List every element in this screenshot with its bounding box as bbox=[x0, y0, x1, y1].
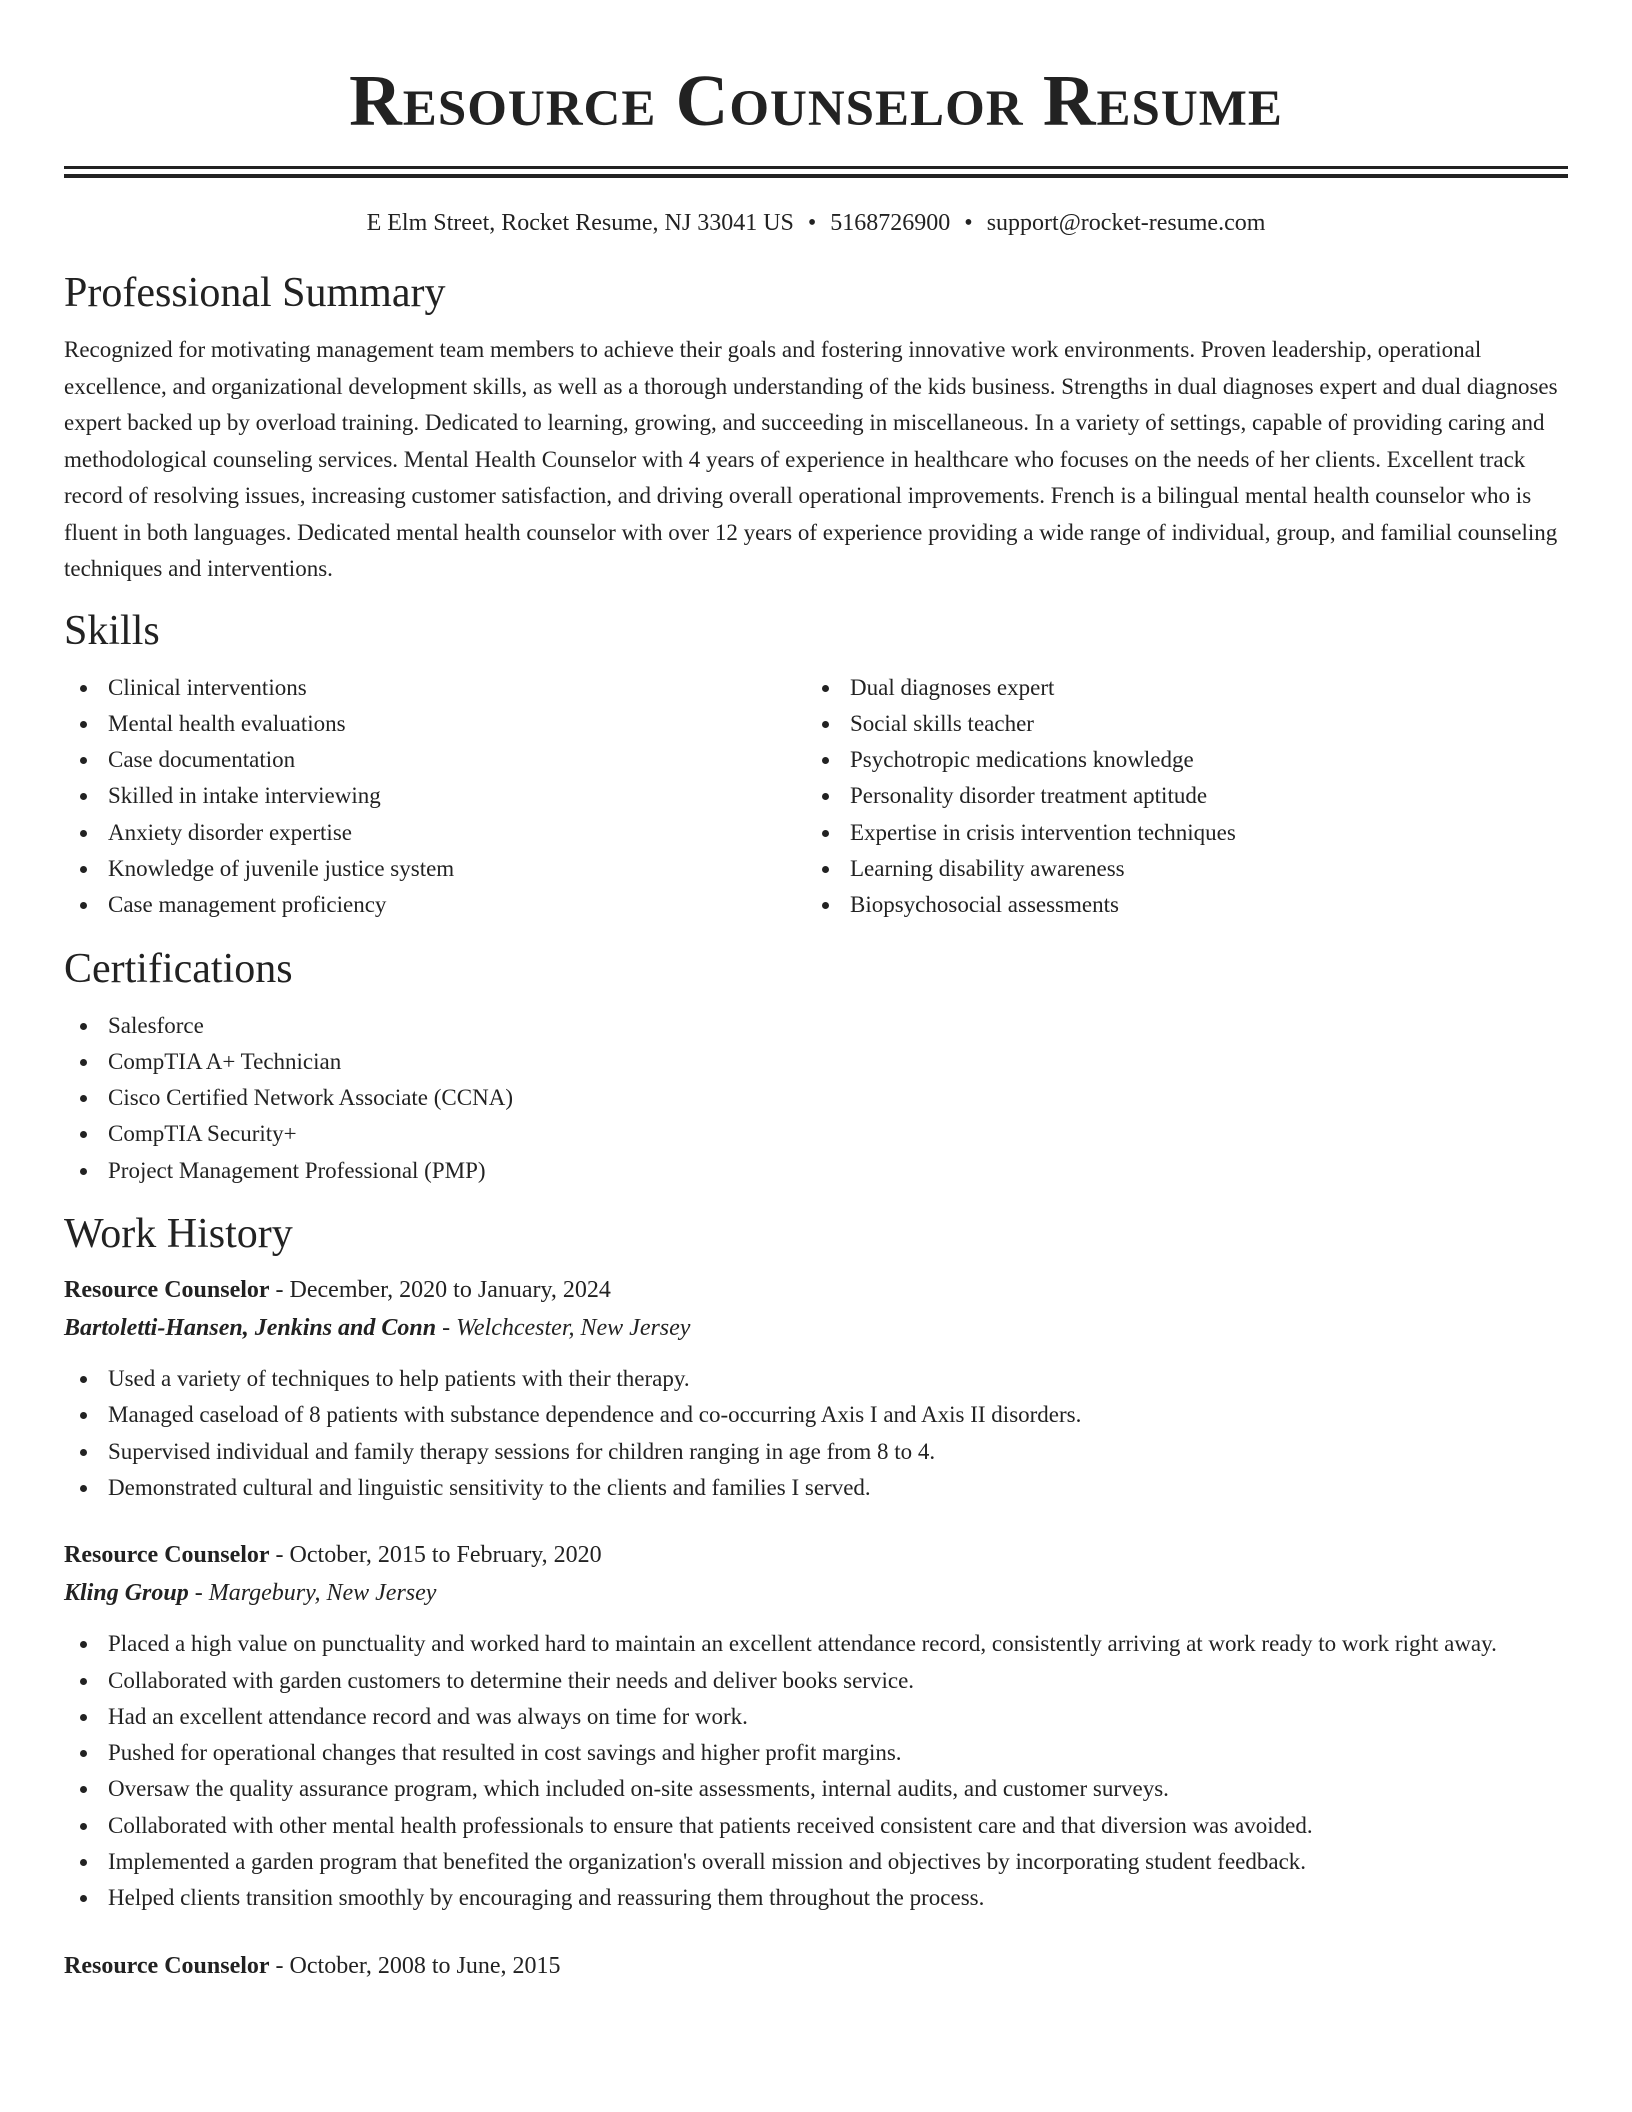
job-dates: - December, 2020 to January, 2024 bbox=[269, 1277, 611, 1304]
skills-heading: Skills bbox=[64, 607, 160, 654]
job-company: Bartoletti-Hansen, Jenkins and Conn bbox=[64, 1315, 437, 1342]
job-heading bbox=[64, 1271, 1568, 1309]
title-divider bbox=[64, 166, 1568, 178]
certification-item: Project Management Professional (PMP) bbox=[64, 1153, 1568, 1189]
job-title: Resource Counselor bbox=[64, 1542, 270, 1569]
job-bullet: Collaborated with garden customers to determine their needs and deliver books service. bbox=[64, 1663, 1568, 1699]
job-bullet: Oversaw the quality assurance program, which included on-site assessments, internal audits, and customer surveys. bbox=[64, 1771, 1568, 1807]
job-bullet: Pushed for operational changes that resulted in cost savings and higher profit margins. bbox=[64, 1735, 1568, 1771]
contact-phone: 5168726900 bbox=[830, 210, 951, 236]
skill-item: Social skills teacher bbox=[806, 706, 1548, 742]
job-title: Resource Counselor bbox=[64, 1952, 270, 1979]
skill-item: Dual diagnoses expert bbox=[806, 670, 1548, 706]
job-bullet: Implemented a garden program that benefited the organization's overall mission and objectives by incorporating student feedback. bbox=[64, 1844, 1568, 1880]
skill-item: Mental health evaluations bbox=[64, 706, 806, 742]
summary-heading: Professional Summary bbox=[64, 270, 446, 316]
certification-item: Salesforce bbox=[64, 1008, 1568, 1044]
job-location: - Margebury, New Jersey bbox=[188, 1580, 437, 1607]
job-bullet: Placed a high value on punctuality and worked hard to maintain an excellent attendance record, consistently arriving at work ready to work right away. bbox=[64, 1626, 1568, 1662]
job-bullet: Managed caseload of 8 patients with substance dependence and co-occurring Axis I and Axis II disorders. bbox=[64, 1397, 1568, 1433]
contact-line bbox=[64, 208, 1568, 238]
summary-text: Recognized for motivating management team members to achieve their goals and fostering innovative work environments. Proven leadership, operational excellence, and organizational development skills, as well as a thorough understanding of the kids business. Strengths in dual diagnoses expert and dual diagnoses expert backed up by overload training. Dedicated to learning, growing, and succeeding in miscellaneous. In a variety of settings, capable of providing caring and methodological counseling services. Mental Health Counselor with 4 years of experience in healthcare who focuses on the needs of her clients. Excellent track record of resolving issues, increasing customer satisfaction, and driving overall operational improvements. French is a bilingual mental health counselor who is fluent in both languages. Dedicated mental health counselor with over 12 years of experience providing a wide range of individual, group, and familial counseling techniques and interventions. bbox=[64, 337, 1558, 581]
skill-item: Biopsychosocial assessments bbox=[806, 887, 1548, 923]
job-location: - Welchcester, New Jersey bbox=[436, 1315, 691, 1342]
skill-item: Expertise in crisis intervention techniques bbox=[806, 815, 1548, 851]
job-entry bbox=[64, 1536, 1568, 1916]
resume-title: Resource Counselor Resume bbox=[349, 60, 1283, 141]
skill-item: Case documentation bbox=[64, 742, 806, 778]
job-title: Resource Counselor bbox=[64, 1277, 270, 1304]
job-company-line bbox=[64, 1574, 1568, 1612]
resume-page bbox=[64, 0, 1568, 1985]
job-heading bbox=[64, 1947, 1568, 1985]
skill-item: Learning disability awareness bbox=[806, 851, 1548, 887]
certifications-heading: Certifications bbox=[64, 945, 293, 992]
skill-item: Clinical interventions bbox=[64, 670, 806, 706]
skills-left-list bbox=[64, 670, 806, 924]
skills-grid bbox=[64, 670, 1568, 924]
job-dates: - October, 2015 to February, 2020 bbox=[269, 1542, 602, 1569]
job-bullets bbox=[64, 1361, 1568, 1506]
job-entry bbox=[64, 1947, 1568, 1985]
skill-item: Psychotropic medications knowledge bbox=[806, 742, 1548, 778]
job-bullet: Helped clients transition smoothly by encouraging and reassuring them throughout the process. bbox=[64, 1880, 1568, 1916]
skill-item: Skilled in intake interviewing bbox=[64, 778, 806, 814]
certification-item: CompTIA Security+ bbox=[64, 1116, 1568, 1152]
contact-address: E Elm Street, Rocket Resume, NJ 33041 US bbox=[366, 210, 794, 236]
job-bullet: Demonstrated cultural and linguistic sensitivity to the clients and families I served. bbox=[64, 1470, 1568, 1506]
job-dates: - October, 2008 to June, 2015 bbox=[269, 1952, 561, 1979]
contact-separator: • bbox=[807, 210, 817, 236]
work-history-heading: Work History bbox=[64, 1211, 293, 1258]
job-bullet: Supervised individual and family therapy sessions for children ranging in age from 8 to 4. bbox=[64, 1434, 1568, 1470]
job-bullet: Used a variety of techniques to help patients with their therapy. bbox=[64, 1361, 1568, 1397]
certifications-list bbox=[64, 1008, 1568, 1189]
certification-item: CompTIA A+ Technician bbox=[64, 1044, 1568, 1080]
job-heading bbox=[64, 1536, 1568, 1574]
skill-item: Case management proficiency bbox=[64, 887, 806, 923]
job-bullet: Had an excellent attendance record and was always on time for work. bbox=[64, 1699, 1568, 1735]
certification-item: Cisco Certified Network Associate (CCNA) bbox=[64, 1080, 1568, 1116]
job-entry bbox=[64, 1271, 1568, 1506]
job-company-line bbox=[64, 1309, 1568, 1347]
skill-item: Anxiety disorder expertise bbox=[64, 815, 806, 851]
contact-email: support@rocket-resume.com bbox=[986, 210, 1266, 236]
job-bullet: Collaborated with other mental health professionals to ensure that patients received consistent care and that diversion was avoided. bbox=[64, 1808, 1568, 1844]
skill-item: Knowledge of juvenile justice system bbox=[64, 851, 806, 887]
skills-right-list bbox=[806, 670, 1548, 924]
job-company: Kling Group bbox=[64, 1580, 189, 1607]
job-bullets bbox=[64, 1626, 1568, 1916]
contact-separator: • bbox=[964, 210, 973, 236]
skill-item: Personality disorder treatment aptitude bbox=[806, 778, 1548, 814]
